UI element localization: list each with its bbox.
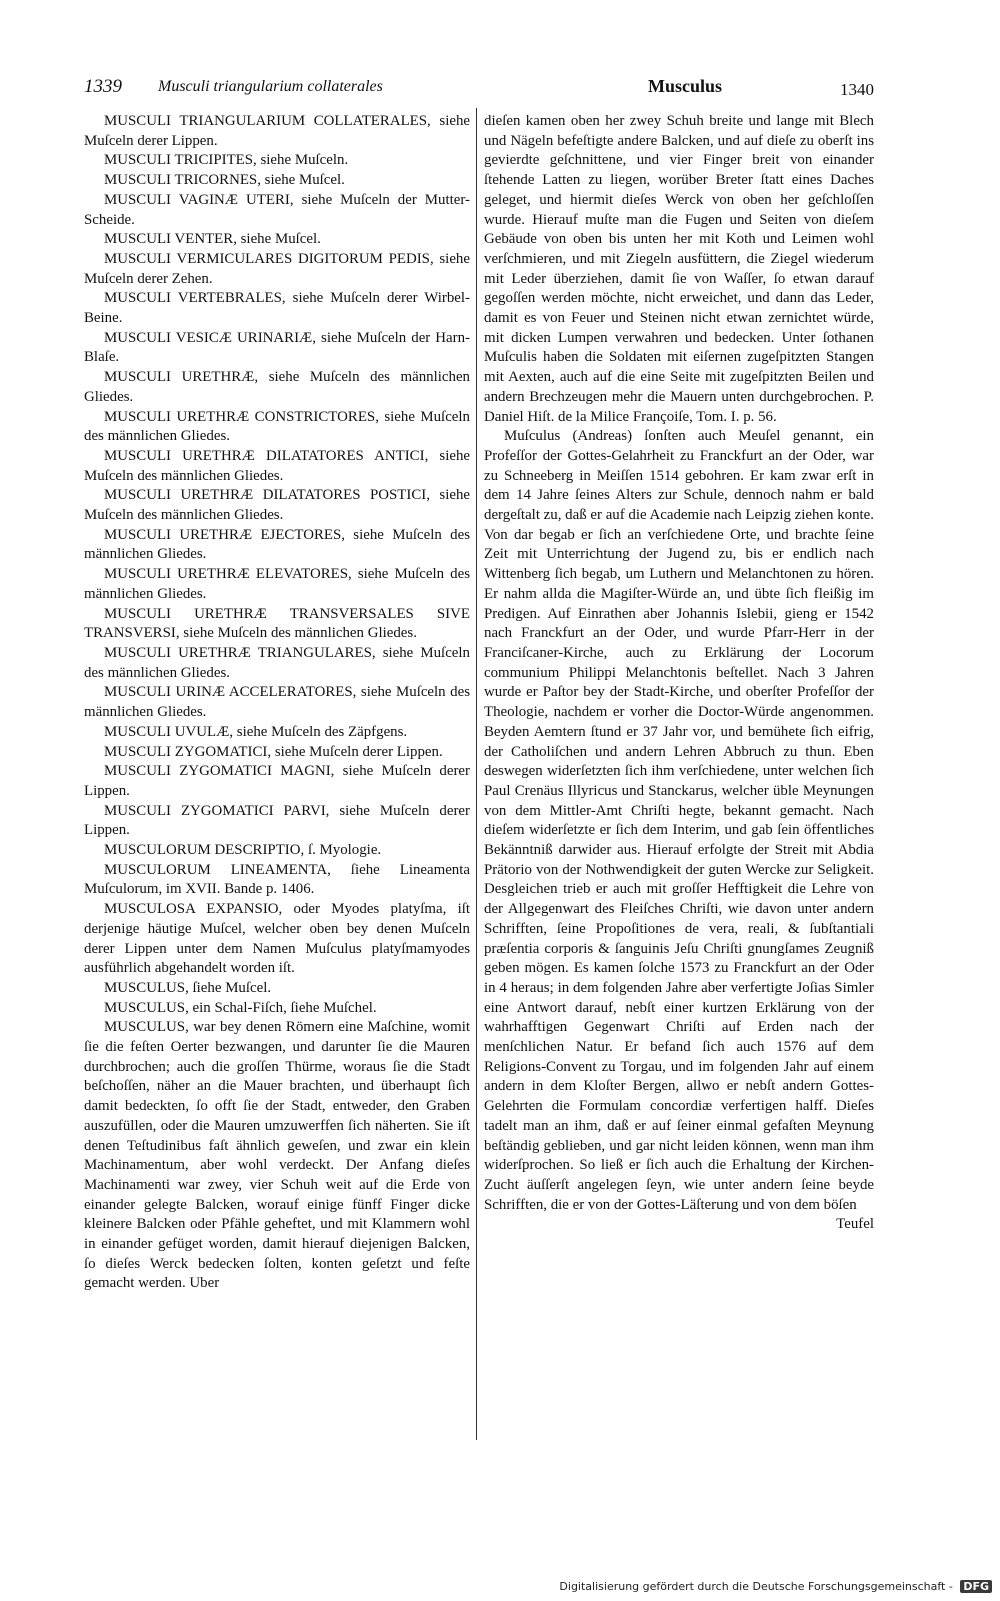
catchword: Teufel <box>836 1216 874 1233</box>
digitization-footer <box>559 1580 992 1593</box>
entry-paragraph: MUSCULUS, ſiehe Muſcel. <box>104 979 272 996</box>
entry-paragraph: MUSCULORUM DESCRIPTIO, ſ. Myologie. <box>104 842 382 859</box>
entry-paragraph: MUSCULUS, war bey denen Römern eine Maſchine, womit ſie die feſten Oerter bezwangen, und darunter ſie die Mauren durchbrochen; auch die groſſen Thürme, woraus ſie die Stadt beſchoſſen, näher an die Mauer brachten, und überhaupt ſich damit bedeckten, ſo offt ſie der Stadt, entweder, den Graben auszufüllen, oder die Mauren umzuwerffen ſich näherten. Sie iſt denen Teſtudinibus faſt ähnlich geweſen, und zwar ein klein Machinamentum, aber wohl verdeckt. Der Anfang dieſes Machinamenti war zwey, vier Schuh weit auf die Erde von einander gelegte Balcken, worauf einige fünff Finger dicke kleinere Balcken oder Pfähle geheftet, und mit Klammern wohl in einander gefüget worden, damit hierauf diejenigen Balcken, ſo dieſes Werck bedecken ſolten, konten geſetzt und feſte gemacht werden. Uber <box>84 1019 470 1292</box>
entry-paragraph: MUSCULI URETHRÆ, siehe Muſceln des männlichen Gliedes. <box>84 369 470 405</box>
entry-paragraph: MUSCULI VAGINÆ UTERI, siehe Muſceln der Mutter-Scheide. <box>84 191 470 228</box>
entry-paragraph: MUSCULI ZYGOMATICI, siehe Muſceln derer Lippen. <box>104 743 443 760</box>
entry-paragraph: MUSCULI TRIANGULARIUM COLLATERALES, siehe Muſceln derer Lippen. <box>84 113 470 149</box>
left-page-number: 1339 <box>84 76 122 97</box>
entry-paragraph: MUSCULI UVULÆ, siehe Muſceln des Zäpfgens. <box>104 723 408 740</box>
entry-paragraph: MUSCULI URETHRÆ DILATATORES POSTICI, siehe Muſceln des männlichen Gliedes. <box>84 487 470 524</box>
entry-paragraph: MUSCULI URETHRÆ TRIANGULARES, siehe Muſceln des männlichen Gliedes. <box>84 644 470 681</box>
entry-paragraph: MUSCULI ZYGOMATICI PARVI, siehe Muſceln derer Lippen. <box>84 802 470 839</box>
entry-paragraph: MUSCULI URETHRÆ EJECTORES, siehe Muſceln des männlichen Gliedes. <box>84 526 470 563</box>
right-column <box>484 112 874 1472</box>
entry-paragraph: MUSCULI VENTER, siehe Muſcel. <box>104 231 321 248</box>
entry-paragraph: MUSCULI URETHRÆ TRANSVERSALES SIVE TRANSVERSI, siehe Muſceln des männlichen Gliedes. <box>84 605 470 642</box>
entry-paragraph: MUSCULOSA EXPANSIO, oder Myodes platyſma, iſt derjenige häutige Muſcel, welcher oben bey denen Muſceln derer Lippen unter dem Namen Muſculus platyſmamyodes ausführlich abgehandelt worden iſt. <box>84 901 470 977</box>
entry-paragraph: MUSCULI ZYGOMATICI MAGNI, siehe Muſceln derer Lippen. <box>84 763 470 799</box>
entry-paragraph: MUSCULI VESICÆ URINARIÆ, siehe Muſceln der Harn-Blaſe. <box>84 329 470 366</box>
right-page-number: 1340 <box>840 80 874 99</box>
entry-paragraph: MUSCULI VERMICULARES DIGITORUM PEDIS, siehe Muſceln derer Zehen. <box>84 250 470 287</box>
entry-paragraph: MUSCULORUM LINEAMENTA, ſiehe Lineamenta Muſculorum, im XVII. Bande p. 1406. <box>84 861 470 898</box>
dfg-logo-badge: DFG <box>960 1580 992 1593</box>
column-divider <box>476 108 477 1440</box>
entry-paragraph: MUSCULI URETHRÆ CONSTRICTORES, siehe Muſceln des männlichen Gliedes. <box>84 408 470 445</box>
continuation-paragraph: dieſen kamen oben her zwey Schuh breite und lange mit Blech und Nägeln befeſtigte andere Balcken, und auf dieſe zu oberſt ins gevierdte geſchnittene, und vier Finger breit von einander ſtehende Latten zu liegen, worüber Breter ſtatt eines Daches geleget, und hiermit dieſes Werck von oben her geſchloſſen wurde. Hierauf muſte man die Fugen und Seiten von dieſem Gebäude von oben bis unten her mit Koth und Leimen wohl verſchmieren, und mit Ziegeln ausfüttern, die Ziegel wiederum mit Leder überziehen, damit ſie von Waſſer, ſo etwan darauf gegoſſen werden möchte, nicht erweichet, und dann das Leder, damit es von Feuer und Steinen nicht etwan zernichtet würde, mit dicken Lumpen verwahren und bedecken. Unter ſothanen Muſculis haben die Soldaten mit eiſernen zugeſpitzten Stangen mit Aexten, auch auf die eine Seite mit zugeſpitzten Beilen und andern Brechzeugen mehr die Mauern unten durchgebrochen. P. Daniel Hiſt. de la Milice Françoiſe, Tom. I. p. 56. <box>484 113 874 425</box>
page-header <box>84 70 874 104</box>
entry-paragraph: MUSCULUS, ein Schal-Fiſch, ſiehe Muſchel. <box>104 999 377 1016</box>
entry-paragraph: MUSCULI TRICORNES, siehe Muſcel. <box>104 172 345 189</box>
entry-paragraph: MUSCULI URETHRÆ ELEVATORES, siehe Muſceln des männlichen Gliedes. <box>84 566 470 602</box>
left-running-title: Musculi triangularium collaterales <box>158 78 383 95</box>
right-running-title: Musculus <box>648 76 723 96</box>
entry-paragraph: MUSCULI URETHRÆ DILATATORES ANTICI, siehe Muſceln des männlichen Gliedes. <box>84 447 470 484</box>
footer-text: Digitalisierung gefördert durch die Deutsche Forschungsgemeinschaft - <box>559 1580 953 1593</box>
biography-paragraph: Muſculus (Andreas) ſonſten auch Meuſel genannt, ein Profeſſor der Gottes-Gelahrheit zu Franckfurt an der Oder, war zu Schneeberg in Meiſſen 1514 gebohren. Er kam zwar erſt in dem 14 Jahre ſeines Alters zur Schule, dennoch nahm er bald dergeſtalt zu, daß er auf die Academie nach Leipzig ziehen konte. Von dar begab er ſich an verſchiedene Orte, und brachte ſeine Zeit mit Unterrichtung der Jugend zu, bis er endlich nach Wittenberg ſich begab, um Luthern und Melanchtonen zu hören. Er nahm allda die Magiſter-Würde an, und übte ſich fleißig im Predigen. Auf Einrathen aber Johannis Islebii, gieng er 1542 nach Franckfurt an der Oder, und wurde Pfarr-Herr in der Franciſcaner-Kirche, auch zu Erklärung der Locorum communium Philippi Melanchtonis beſtellet. Nach 3 Jahren wurde er Paſtor bey der Stadt-Kirche, und oberſter Profeſſor der Theologie, nachdem er vorher die Doctor-Würde angenommen. Beyden Aemtern ſtund er 37 Jahr vor, und bemühete ſich eifrig, der Catholiſchen und andern Lehren Abbruch zu thun. Eben deswegen widerſetzten ſich ihm verſchiedene, unter welchen ſich Paul Crenäus Illyricus und Stanckarus, welcher üble Meynungen von dem Mittler-Amt Chriſti hegte, bekannt gemacht. Nach dieſem widerſetzte er ſich dem Interim, und gab ſein öffentliches Bekänntniß darwider aus. Hierauf erfolgte der Streit mit Abdia Prätorio von der Nothwendigkeit der guten Wercke zur Seligkeit. Desgleichen trieb er auch mit groſſer Hefftigkeit die Lehre von der Allgegenwart des Fleiſches Chriſti, wie davon unter andern Schrifften, ſeine Propoſitiones de vera, reali, & ſubſtantiali præſentia corporis & ſanguinis Jeſu Chriſti gnungſames Zeugniß geben mögen. Es kamen ſolche 1573 zu Franckfurt an der Oder in 4 heraus; in dem folgenden Jahre aber verfertigte Joſias Simler eine Antwort darauf, nebſt einer kurtzen Erklärung von der wahrhafftigen Gegenwart Chriſti auf Erden nach der menſchlichen Natur. Er befand ſich auch 1576 auf dem Religions-Convent zu Torgau, und im folgenden Jahr auf einem andern in dem Kloſter Bergen, allwo er nebſt andern Gottes-Gelehrten die Formulam concordiæ verfertigen halff. Dieſes tadelt man an ihm, daß er auf ſeiner einmal gefaſten Meynung beſtändig geblieben, und gar nicht leiden können, wenn man ihm widerſprochen. So ließ er ſich auch die Erhaltung der Kirchen-Zucht äuſſerſt angelegen ſeyn, wie unter andern ſeine beyde Schrifften, die er von der Gottes-Läſterung und von dem böſen <box>484 428 874 1213</box>
entry-paragraph: MUSCULI TRICIPITES, siehe Muſceln. <box>104 152 349 169</box>
entry-paragraph: MUSCULI URINÆ ACCELERATORES, siehe Muſceln des männlichen Gliedes. <box>84 684 470 721</box>
left-column <box>84 112 470 1442</box>
entry-paragraph: MUSCULI VERTEBRALES, siehe Muſceln derer Wirbel-Beine. <box>84 290 470 327</box>
